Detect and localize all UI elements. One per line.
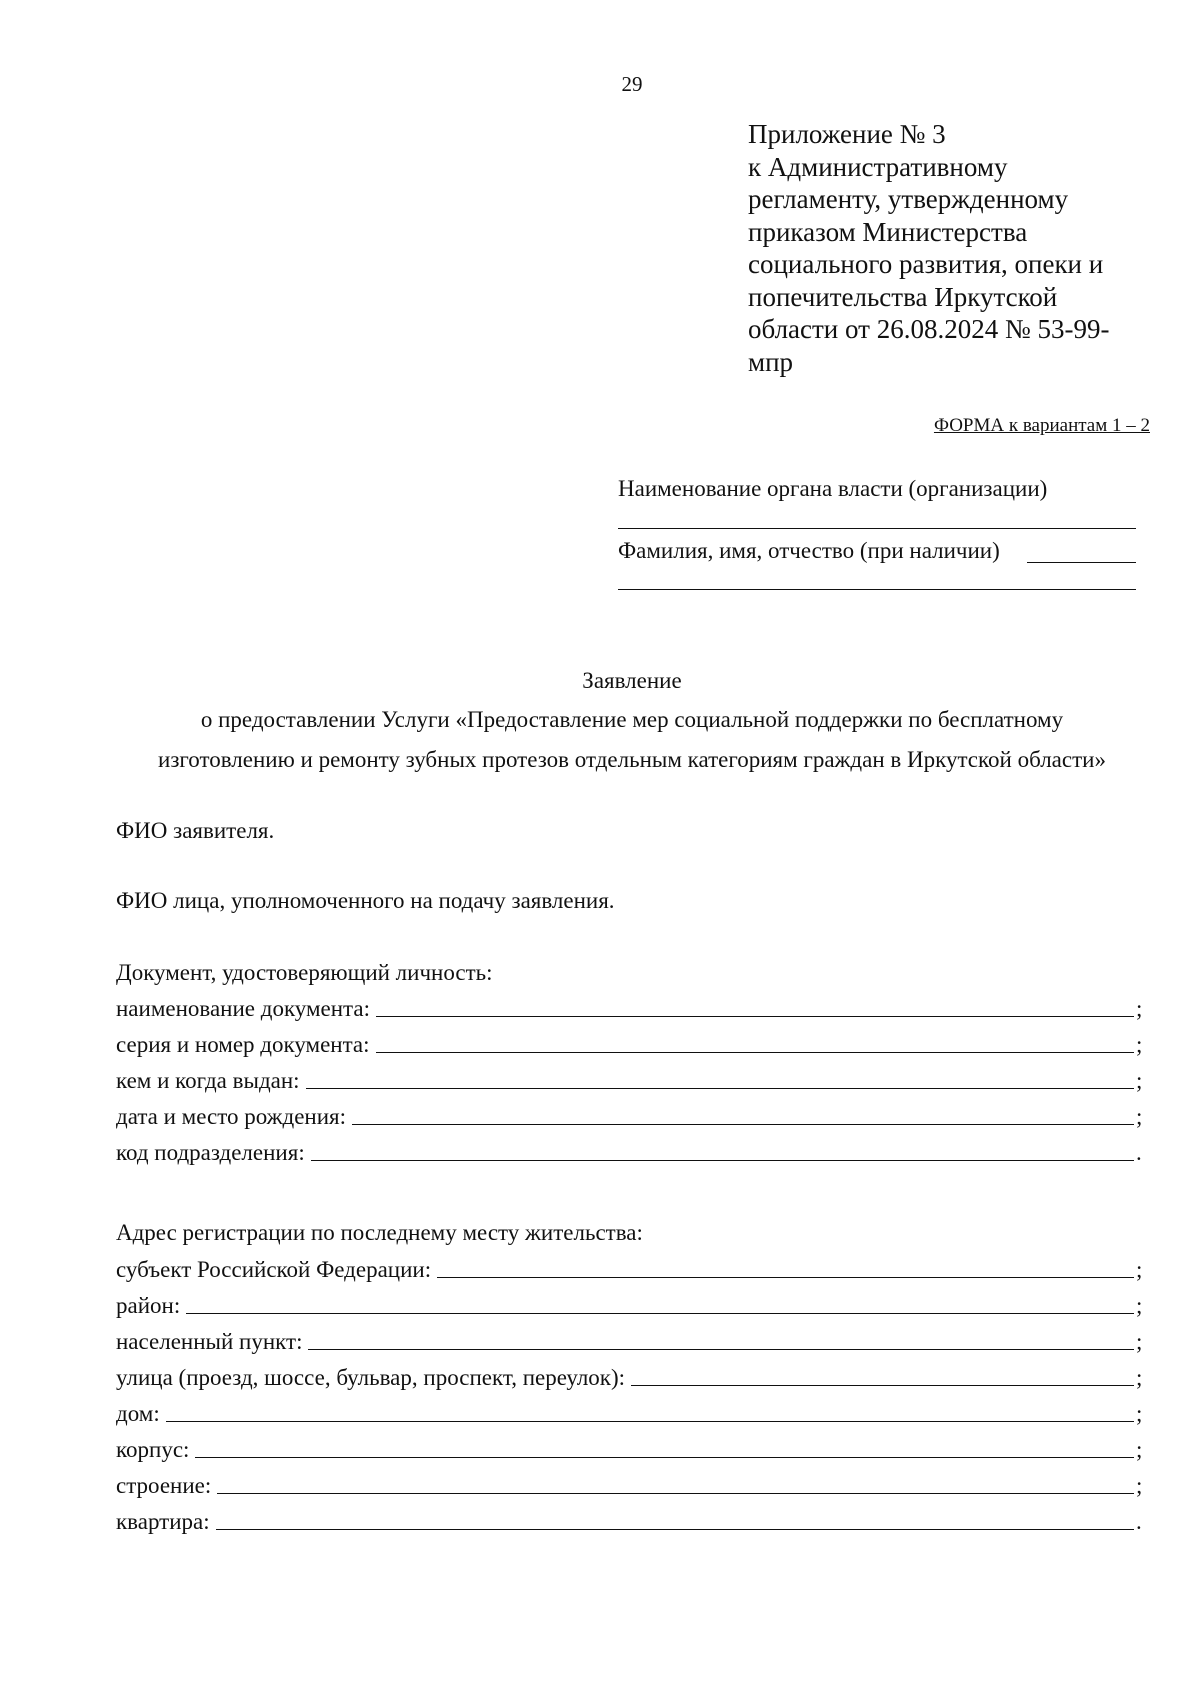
field-label: квартира: — [116, 1509, 210, 1534]
field-label: строение: — [116, 1473, 212, 1498]
field-end-punct: . — [1136, 1509, 1142, 1534]
field-end-punct: ; — [1136, 1473, 1143, 1498]
authority-name-blank-line[interactable] — [618, 528, 1136, 529]
statement-title: Заявление — [582, 668, 682, 693]
field-division-code — [116, 1136, 1146, 1166]
field-label: дата и место рождения: — [116, 1104, 347, 1129]
field-end-punct: ; — [1136, 1104, 1143, 1129]
field-label: улица (проезд, шоссе, бульвар, проспект, переулок): — [116, 1365, 626, 1390]
field-house — [116, 1397, 1146, 1427]
field-label: субъект Российской Федерации: — [116, 1257, 432, 1282]
field-locality — [116, 1325, 1146, 1355]
field-birth-date-place — [116, 1100, 1146, 1130]
field-district — [116, 1289, 1146, 1319]
representative-fio: ФИО лица, уполномоченного на подачу заявления. — [116, 888, 615, 913]
field-end-punct: ; — [1136, 1437, 1143, 1462]
field-blank-line[interactable] — [631, 1384, 1134, 1386]
field-street — [116, 1361, 1146, 1391]
field-label: серия и номер документа: — [116, 1032, 370, 1057]
field-blank-line[interactable] — [311, 1159, 1134, 1161]
field-blank-line[interactable] — [376, 1051, 1134, 1053]
page-number: 29 — [621, 72, 643, 96]
field-blank-line[interactable] — [216, 1528, 1134, 1530]
recipient-fio-text: Фамилия, имя, отчество (при наличии) — [618, 538, 1000, 563]
field-label: наименование документа: — [116, 996, 370, 1021]
field-label: дом: — [116, 1401, 160, 1426]
statement-subtitle — [60, 700, 1200, 780]
field-label: корпус: — [116, 1437, 190, 1462]
appendix-line: Приложение № 3 — [748, 119, 946, 149]
appendix-line: мпр — [748, 346, 794, 377]
appendix-line: социального развития, опеки и — [748, 249, 1104, 279]
identity-document-heading: Документ, удостоверяющий личность: — [116, 960, 493, 985]
field-end-punct: ; — [1136, 1329, 1143, 1354]
field-label: код подразделения: — [116, 1140, 305, 1165]
field-end-punct: ; — [1136, 1293, 1143, 1318]
field-blank-line[interactable] — [352, 1123, 1134, 1125]
recipient-fio-label — [618, 538, 1136, 564]
appendix-line: регламенту, утвержденному — [748, 184, 1069, 214]
field-document-series-number — [116, 1028, 1146, 1058]
field-end-punct: . — [1136, 1140, 1142, 1165]
appendix-line: области от 26.08.2024 № 53-99- — [748, 314, 1110, 344]
field-blank-line[interactable] — [166, 1420, 1134, 1422]
field-label: населенный пункт: — [116, 1329, 303, 1354]
field-blank-line[interactable] — [308, 1348, 1134, 1350]
statement-subtitle-line: о предоставлении Услуги «Предоставление мер социальной поддержки по бесплатному — [200, 707, 1064, 732]
appendix-line: попечительства Иркутской — [748, 281, 1058, 312]
field-blank-line[interactable] — [186, 1312, 1134, 1314]
field-end-punct: ; — [1136, 1365, 1143, 1390]
field-end-punct: ; — [1136, 1401, 1143, 1426]
field-document-name — [116, 992, 1146, 1022]
field-end-punct: ; — [1136, 996, 1143, 1021]
field-apartment — [116, 1505, 1146, 1535]
field-blank-line[interactable] — [195, 1456, 1134, 1458]
applicant-fio: ФИО заявителя. — [116, 818, 275, 843]
appendix-reference — [748, 118, 1168, 378]
field-blank-line[interactable] — [376, 1015, 1134, 1017]
field-label: район: — [116, 1293, 181, 1318]
field-building — [116, 1433, 1146, 1463]
form-variant-label: ФОРМА к вариантам 1 – 2 — [933, 415, 1150, 436]
field-blank-line[interactable] — [306, 1087, 1134, 1089]
recipient-fio-inline-blank[interactable] — [1027, 562, 1136, 563]
registration-address-heading: Адрес регистрации по последнему месту жительства: — [116, 1220, 643, 1245]
appendix-line: к Административному — [748, 151, 1008, 182]
field-end-punct: ; — [1136, 1068, 1143, 1093]
field-end-punct: ; — [1136, 1032, 1143, 1057]
field-label: кем и когда выдан: — [116, 1068, 300, 1093]
authority-name-text: Наименование органа власти (организации) — [618, 476, 1048, 501]
field-blank-line[interactable] — [217, 1492, 1134, 1494]
appendix-line: приказом Министерства — [748, 216, 1028, 247]
field-end-punct: ; — [1136, 1257, 1143, 1282]
authority-name-label — [618, 476, 1136, 502]
recipient-fio-blank-line[interactable] — [618, 589, 1136, 590]
statement-subtitle-line: изготовлению и ремонту зубных протезов отдельным категориям граждан в Иркутской области» — [158, 747, 1106, 772]
field-structure — [116, 1469, 1146, 1499]
field-issued-by — [116, 1064, 1146, 1094]
field-federal-subject — [116, 1253, 1146, 1283]
field-blank-line[interactable] — [437, 1276, 1134, 1278]
